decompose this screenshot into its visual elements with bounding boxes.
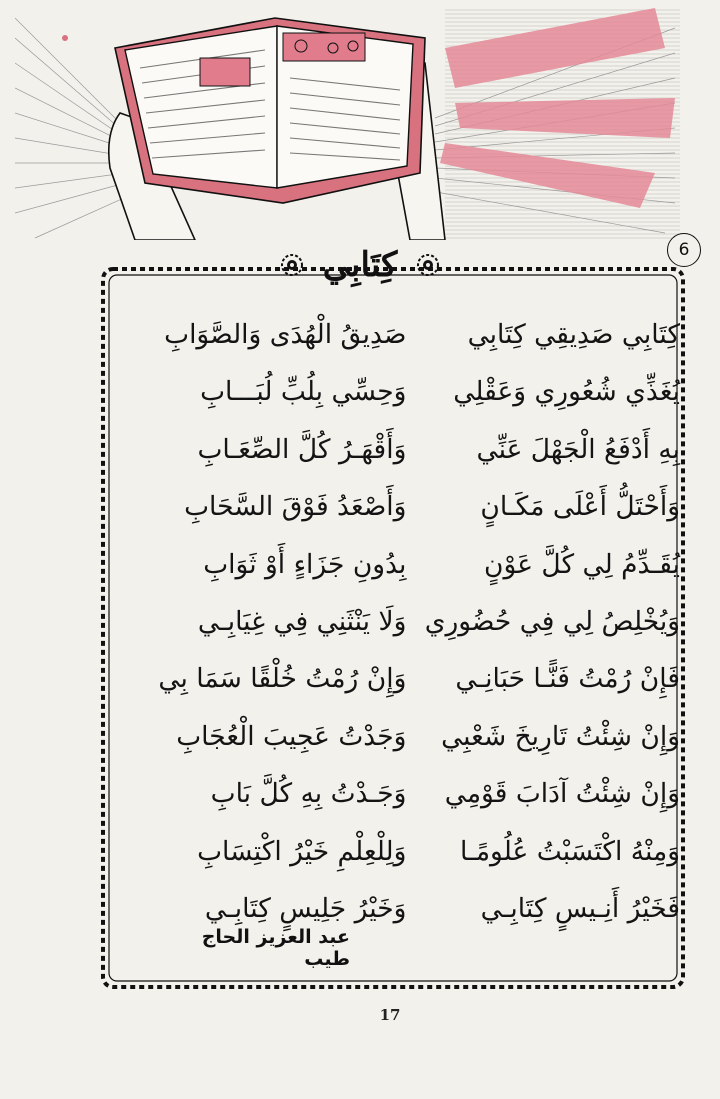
verse — [110, 375, 680, 432]
book-illustration — [15, 8, 680, 240]
verse-first-half: وَإِنْ شِئْتُ تَارِيخَ شَعْبِي — [441, 720, 680, 752]
lesson-number-badge: 6 — [667, 233, 701, 267]
verse — [110, 433, 680, 490]
verse-first-half: يُقَـدِّمُ لِي كُلَّ عَوْنٍ — [484, 548, 680, 580]
verse-second-half: بِدُونِ جَزَاءٍ أَوْ ثَوَابِ — [203, 548, 407, 580]
verse-second-half: وَحِسِّي بِلُبِّ لُبَـــابِ — [200, 376, 407, 408]
verse-second-half: وَأَقْهَـرُ كُلَّ الصِّعَـابِ — [197, 433, 407, 465]
verse — [110, 605, 680, 662]
poem-author: عبد العزيز الحاج طيب — [201, 926, 350, 970]
verse-first-half: فَإِنْ رُمْتُ فَنًّـا حَبَانِـي — [455, 663, 680, 695]
verse — [110, 318, 680, 375]
verse — [110, 720, 680, 777]
verse — [110, 835, 680, 892]
verse — [110, 490, 680, 547]
verse — [110, 777, 680, 834]
verse-first-half: فَخَيْرُ أَنِـيسٍ كِتَابِـي — [480, 892, 680, 924]
verse-first-half: بِهِ أَدْفَعُ الْجَهْلَ عَنِّي — [476, 433, 680, 465]
poem — [110, 318, 680, 949]
verse-second-half: وَخَيْرُ جَلِيسٍ كِتَابِـي — [204, 892, 407, 924]
verse-second-half: وَجَدْتُ عَجِيبَ الْعُجَابِ — [176, 720, 407, 752]
page-title: كِتَابِي — [317, 248, 404, 282]
page-number: 17 — [379, 1006, 401, 1024]
verse-second-half: وَلَا يَنْثَنِي فِي غِيَابِـي — [197, 605, 407, 637]
verse — [110, 662, 680, 719]
verse-second-half: وَإِنْ رُمْتُ خُلْقًا سَمَا بِي — [158, 663, 407, 695]
verse-first-half: وَمِنْهُ اكْتَسَبْتُ عُلُومًـا — [460, 835, 680, 867]
verse-second-half: وَلِلْعِلْمِ خَيْرُ اكْتِسَابِ — [197, 835, 407, 867]
verse — [110, 548, 680, 605]
verse-first-half: وَإِنْ شِئْتُ آدَابَ قَوْمِي — [444, 778, 680, 810]
verse-first-half: كِتَابِي صَدِيقِي كِتَابِي — [467, 319, 680, 350]
verse-second-half: وَجَـدْتُ بِهِ كُلَّ بَابِ — [210, 778, 407, 810]
verse-second-half: وَأَصْعَدُ فَوْقَ السَّحَابِ — [184, 491, 407, 523]
verse-first-half: وَأَحْتَلُّ أَعْلَى مَكَـانٍ — [480, 491, 680, 523]
verse-second-half: صَدِيقُ الْهُدَى وَالصَّوَابِ — [164, 319, 407, 350]
verse-first-half: يُغَذِّي شُعُورِي وَعَقْلِي — [453, 376, 680, 408]
verse-first-half: وَيُخْلِصُ لِي فِي حُضُورِي — [424, 605, 680, 637]
